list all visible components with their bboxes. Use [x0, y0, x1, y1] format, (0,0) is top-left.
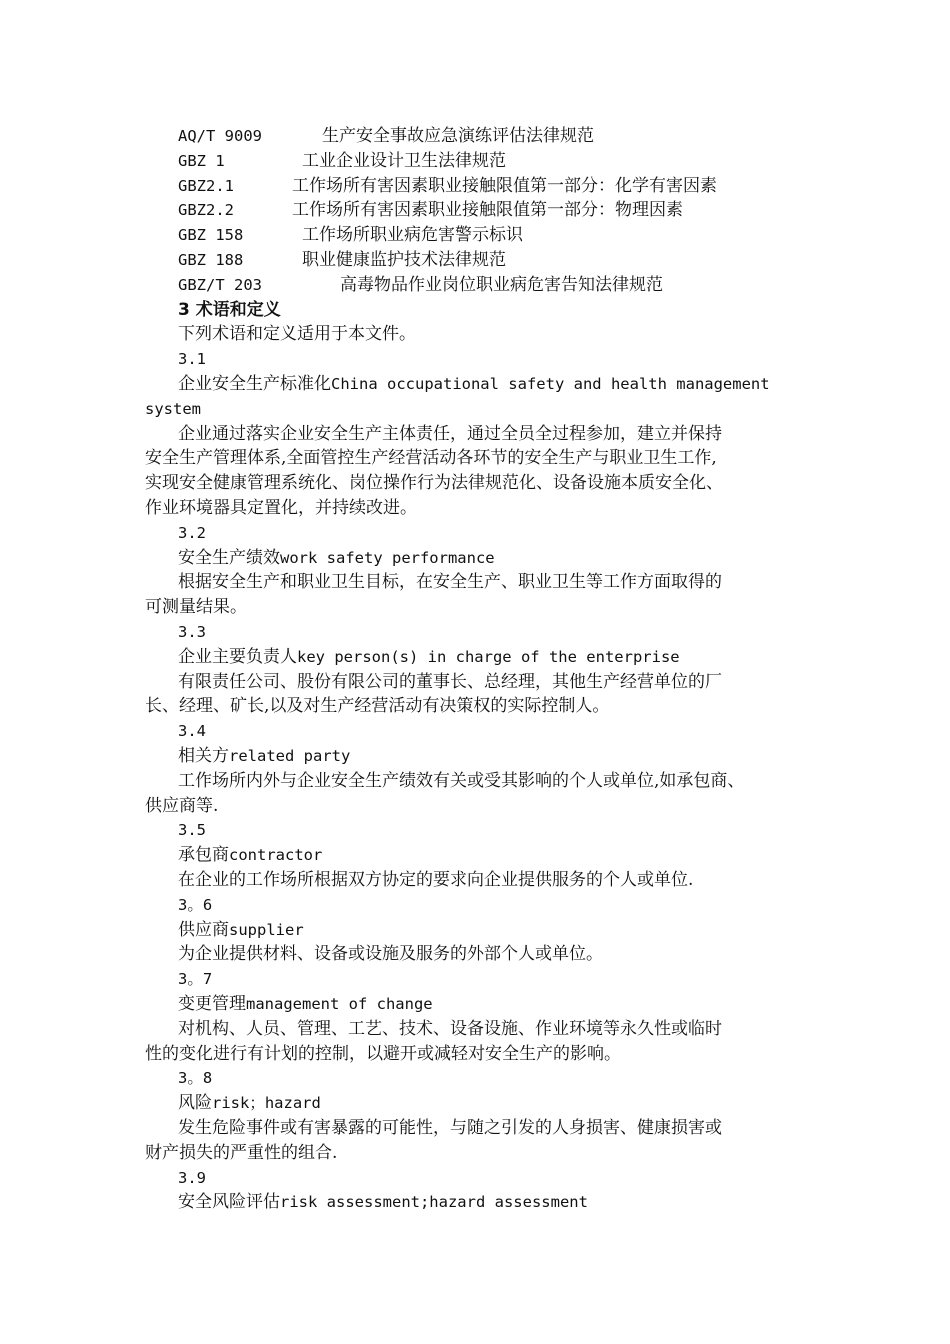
term-number: 3。7: [178, 970, 213, 989]
reference-code: GBZ2.1: [178, 176, 234, 195]
term-chinese-name: 相关方: [178, 746, 229, 766]
term-english-name: contractor: [229, 846, 323, 865]
term-definition-line: 长、经理、矿长,以及对生产经营活动有决策权的实际控制人。: [145, 696, 610, 717]
term-definition-line: 企业通过落实企业安全生产主体责任，通过全员全过程参加，建立并保持: [178, 423, 722, 444]
term-number: 3。8: [178, 1069, 213, 1088]
term-definition-line: 在企业的工作场所根据双方协定的要求向企业提供服务的个人或单位.: [178, 870, 694, 890]
reference-code: GBZ 188: [178, 251, 244, 269]
term-number: 3.9: [178, 1168, 206, 1187]
term-definition-line: 财产损失的严重性的组合.: [145, 1142, 338, 1163]
term-title: [178, 1091, 321, 1115]
term-english-name: China occupational safety and health management: [331, 375, 770, 393]
term-number: 3.3: [178, 623, 206, 641]
term-chinese-name: 企业安全生产标准化: [178, 374, 331, 394]
term-definition-line: 安全生产管理体系,全面管控生产经营活动各环节的安全生产与职业卫生工作,: [145, 448, 717, 469]
reference-title: 工作场所有害因素职业接触限值第一部分：物理因素: [292, 200, 683, 221]
term-definition-line: 实现安全健康管理系统化、岗位操作行为法律规范化、设备设施本质安全化、: [145, 473, 723, 494]
reference-code: GBZ 158: [178, 226, 244, 245]
term-chinese-name: 企业主要负责人: [178, 646, 297, 667]
reference-code: GBZ2.2: [178, 201, 234, 220]
term-title: [178, 1190, 588, 1214]
term-title: [178, 744, 350, 768]
reference-title: 工作场所职业病危害警示标识: [302, 225, 523, 246]
term-english-name: work safety performance: [280, 548, 495, 567]
term-number: 3.4: [178, 722, 206, 741]
term-chinese-name: 风险: [178, 1093, 212, 1114]
term-english-name: management of change: [246, 995, 433, 1013]
term-english-name: key person(s) in charge of the enterprise: [297, 647, 680, 666]
reference-title: 生产安全事故应急演练评估法律规范: [322, 126, 594, 146]
term-chinese-name: 承包商: [178, 845, 229, 866]
reference-item: [178, 223, 523, 247]
reference-item: [178, 273, 663, 297]
term-number: 3。6: [178, 895, 213, 914]
section-intro: 下列术语和定义适用于本文件。: [178, 324, 416, 345]
term-definition-line: 作业环境器具定置化，并持续改进。: [145, 498, 417, 518]
reference-item: [178, 124, 594, 148]
term-number: 3.2: [178, 523, 206, 542]
reference-item: [178, 248, 506, 272]
term-chinese-name: 安全风险评估: [178, 1192, 280, 1213]
term-definition-line: 为企业提供材料、设备或设施及服务的外部个人或单位。: [178, 944, 603, 965]
term-title: [178, 992, 433, 1016]
reference-code: AQ/T 9009: [178, 127, 262, 145]
reference-title: 高毒物品作业岗位职业病危害告知法律规范: [340, 274, 663, 295]
term-definition-line: 有限责任公司、股份有限公司的董事长、总经理，其他生产经营单位的厂: [178, 671, 722, 692]
reference-title: 职业健康监护技术法律规范: [302, 250, 506, 270]
term-definition-line: 发生危险事件或有害暴露的可能性，与随之引发的人身损害、健康损害或: [178, 1118, 722, 1138]
term-chinese-name: 变更管理: [178, 994, 246, 1014]
reference-item: [178, 174, 717, 198]
section-heading: 3 术语和定义: [178, 299, 281, 320]
term-number: 3.1: [178, 350, 206, 369]
term-english-name: risk；hazard: [212, 1094, 321, 1113]
reference-item: [178, 198, 683, 222]
term-number: 3.5: [178, 821, 206, 840]
term-title: [178, 372, 770, 396]
term-definition-line: 根据安全生产和职业卫生目标，在安全生产、职业卫生等工作方面取得的: [178, 572, 722, 593]
term-definition-line: 可测量结果。: [145, 597, 247, 618]
term-title: [178, 843, 322, 867]
term-english-name: related party: [229, 747, 351, 765]
reference-title: 工作场所有害因素职业接触限值第一部分：化学有害因素: [292, 175, 717, 196]
term-chinese-name: 供应商: [178, 919, 229, 940]
reference-code: GBZ 1: [178, 151, 225, 170]
reference-code: GBZ/T 203: [178, 275, 262, 294]
term-english-name: risk assessment;hazard assessment: [280, 1193, 588, 1212]
term-title: [178, 546, 495, 570]
term-title: [178, 645, 680, 669]
term-english-name-wrap: system: [145, 399, 201, 418]
term-chinese-name: 安全生产绩效: [178, 547, 280, 568]
term-definition-line: 对机构、人员、管理、工艺、技术、设备设施、作业环境等永久性或临时: [178, 1018, 722, 1039]
term-definition-line: 工作场所内外与企业安全生产绩效有关或受其影响的个人或单位,如承包商、: [178, 770, 745, 791]
reference-title: 工业企业设计卫生法律规范: [302, 150, 506, 171]
term-title: [178, 918, 304, 942]
term-english-name: supplier: [229, 920, 304, 939]
reference-item: [178, 149, 506, 173]
term-definition-line: 供应商等.: [145, 795, 219, 816]
term-definition-line: 性的变化进行有计划的控制，以避开或减轻对安全生产的影响。: [145, 1043, 621, 1064]
